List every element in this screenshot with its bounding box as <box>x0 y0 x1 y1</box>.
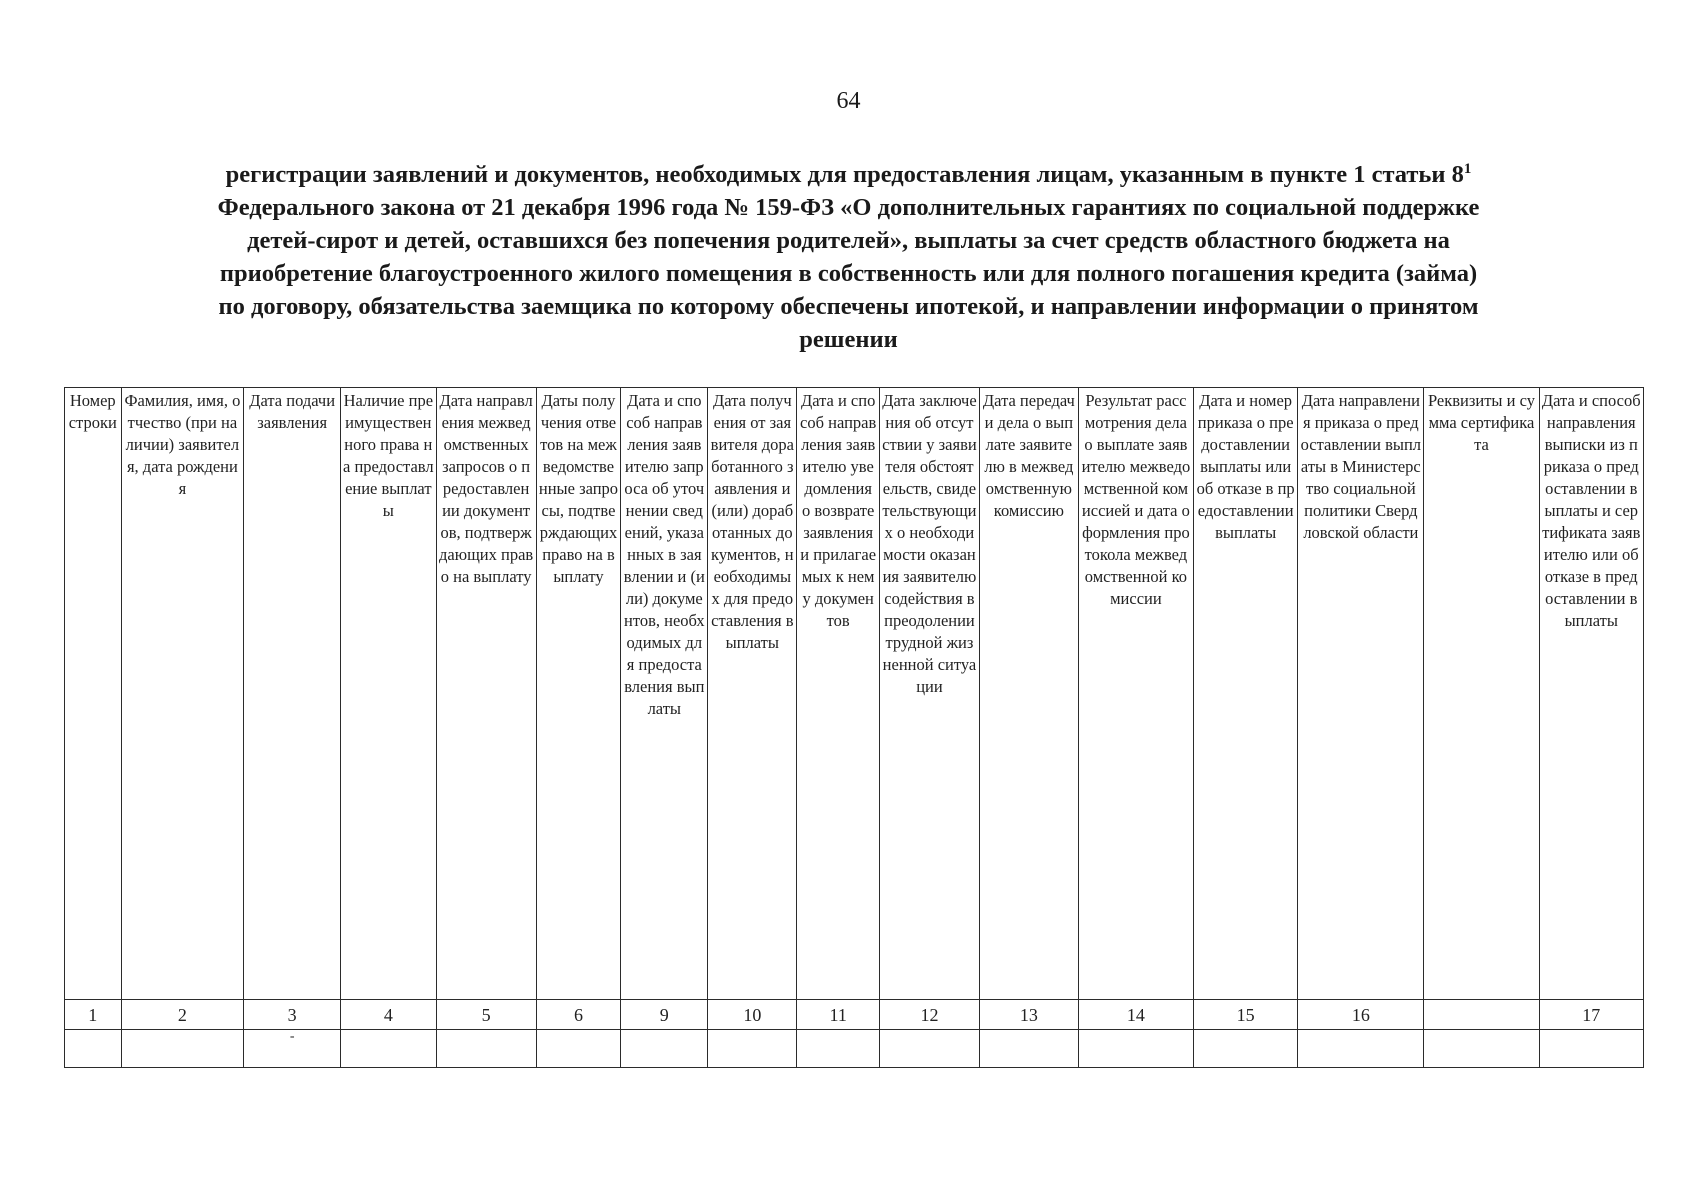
title-line-4: приобретение благоустроенного жилого помещения в собственность или для полного погашения кредита (займа) <box>219 260 1478 287</box>
table-row <box>65 1030 1644 1068</box>
column-number-cell: 9 <box>621 1000 708 1030</box>
column-number-cell: 3 <box>244 1000 341 1030</box>
column-header: Дата и способ направления выписки из приказа о предоставлении выплаты и сертификата заявителю или об отказе в предоставлении выплаты <box>1539 388 1643 1000</box>
column-header: Номер строки <box>65 388 122 1000</box>
title-line-5: по договору, обязательства заемщика по которому обеспечены ипотекой, и направлении информации о принятом <box>218 293 1479 320</box>
column-number-cell: 1 <box>65 1000 122 1030</box>
column-header: Дата передачи дела о выплате заявителю в межведомственную комиссию <box>979 388 1078 1000</box>
page-number: 64 <box>836 88 861 114</box>
title-line-6: решении <box>799 326 898 353</box>
column-header: Дата и способ направления заявителю уведомления о возврате заявления и прилагаемых к нему документов <box>797 388 880 1000</box>
table-cell <box>1078 1030 1193 1068</box>
column-number-cell: 4 <box>341 1000 437 1030</box>
table-cell <box>621 1030 708 1068</box>
column-number-cell: 17 <box>1539 1000 1643 1030</box>
column-number-cell: 10 <box>708 1000 797 1030</box>
table-cell <box>979 1030 1078 1068</box>
column-number-cell: 13 <box>979 1000 1078 1030</box>
title-superscript: 1 <box>1463 160 1472 177</box>
registration-table <box>64 387 1644 1068</box>
table-cell: - <box>244 1030 341 1068</box>
column-number-cell: 6 <box>536 1000 621 1030</box>
title-line-3: детей-сирот и детей, оставшихся без попечения родителей», выплаты за счет средств областного бюджета на <box>247 227 1450 254</box>
column-header: Дата подачи заявления <box>244 388 341 1000</box>
table-cell <box>1194 1030 1298 1068</box>
column-header: Даты получения ответов на межведомственные запросы, подтверждающих право на выплату <box>536 388 621 1000</box>
column-header: Результат рассмотрения дела о выплате заявителю межведомственной комиссией и дата оформления протокола межведомственной комиссии <box>1078 388 1193 1000</box>
title-line-1 <box>100 158 1597 191</box>
column-number-cell: 16 <box>1298 1000 1424 1030</box>
table-cell <box>1539 1030 1643 1068</box>
column-number-cell: 11 <box>797 1000 880 1030</box>
column-header: Дата направления приказа о предоставлении выплаты в Министерство социальной политики Свердловской области <box>1298 388 1424 1000</box>
table-cell <box>797 1030 880 1068</box>
column-number-row <box>65 1000 1644 1030</box>
table-cell <box>1424 1030 1539 1068</box>
table-cell <box>536 1030 621 1068</box>
table-cell <box>65 1030 122 1068</box>
table-cell <box>708 1030 797 1068</box>
table-cell <box>341 1030 437 1068</box>
column-header: Дата получения от заявителя доработанного заявления и (или) доработанных документов, необходимых для предоставления выплаты <box>708 388 797 1000</box>
column-header: Реквизиты и сумма сертификата <box>1424 388 1539 1000</box>
table-header-row <box>65 388 1644 1000</box>
table-cell <box>121 1030 244 1068</box>
column-header: Дата заключения об отсутствии у заявителя обстоятельств, свидетельствующих о необходимости оказания заявителю содействия в преодолении трудной жизненной ситуации <box>879 388 979 1000</box>
column-number-cell <box>1424 1000 1539 1030</box>
document-title <box>100 158 1597 356</box>
title-line-2: Федерального закона от 21 декабря 1996 года № 159-ФЗ «О дополнительных гарантиях по социальной поддержке <box>217 194 1480 221</box>
column-number-cell: 15 <box>1194 1000 1298 1030</box>
column-number-cell: 14 <box>1078 1000 1193 1030</box>
column-number-cell: 2 <box>121 1000 244 1030</box>
column-number-cell: 12 <box>879 1000 979 1030</box>
column-header: Фамилия, имя, отчество (при наличии) заявителя, дата рождения <box>121 388 244 1000</box>
table-cell <box>1298 1030 1424 1068</box>
column-header: Дата и способ направления заявителю запроса об уточнении сведений, указанных в заявлении и (или) документов, необходимых для предоставления выплаты <box>621 388 708 1000</box>
table-cell <box>436 1030 536 1068</box>
column-header: Дата и номер приказа о предоставлении выплаты или об отказе в предоставлении выплаты <box>1194 388 1298 1000</box>
column-number-cell: 5 <box>436 1000 536 1030</box>
column-header: Наличие преимущественного права на предоставление выплаты <box>341 388 437 1000</box>
table-cell <box>879 1030 979 1068</box>
column-header: Дата направления межведомственных запросов о предоставлении документов, подтверждающих право на выплату <box>436 388 536 1000</box>
title-line-1-text: регистрации заявлений и документов, необходимых для предоставления лицам, указанным в пункте 1 статьи 8 <box>225 161 1464 188</box>
